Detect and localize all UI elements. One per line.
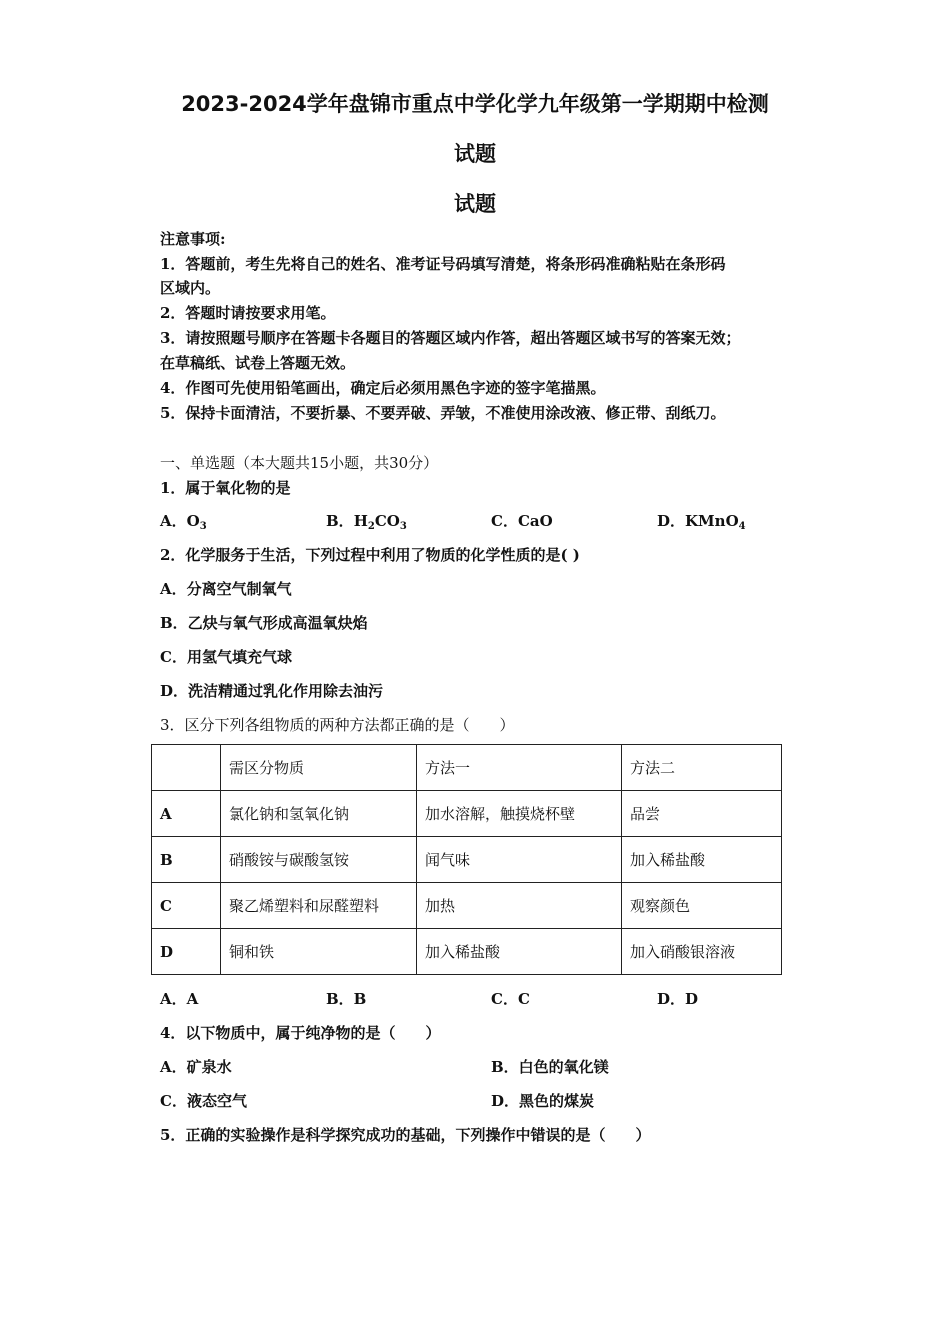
q1-stem: 1．属于氧化物的是 bbox=[160, 479, 291, 497]
q4-stem: 4．以下物质中，属于纯净物的是（ ） bbox=[160, 1024, 441, 1042]
q2-option: B．乙炔与氧气形成高温氧炔焰 bbox=[160, 614, 368, 632]
notice-item: 2．答题时请按要求用笔。 bbox=[160, 304, 336, 322]
table-cell: A bbox=[152, 791, 221, 837]
table-cell: 铜和铁 bbox=[221, 929, 417, 975]
notice-heading: 注意事项: bbox=[160, 230, 226, 248]
table-row bbox=[152, 837, 782, 883]
table-row bbox=[152, 745, 782, 791]
table-header: 方法二 bbox=[622, 745, 782, 791]
table-cell: 聚乙烯塑料和尿醛塑料 bbox=[221, 883, 417, 929]
q4-option-b: B．白色的氧化镁 bbox=[491, 1058, 609, 1076]
q3-option-b: B．B bbox=[326, 990, 367, 1008]
table-cell: D bbox=[152, 929, 221, 975]
q1-option-d: D．KMnO$_4$ bbox=[657, 512, 746, 532]
q3-option-c: C．C bbox=[491, 990, 530, 1008]
q4-option-c: C．液态空气 bbox=[160, 1092, 247, 1110]
section-heading: 一、单选题（本大题共15小题，共30分） bbox=[160, 454, 439, 472]
q4-option-d: D．黑色的煤炭 bbox=[491, 1092, 595, 1110]
notice-item: 5．保持卡面清洁，不要折暴、不要弄破、弄皱，不准使用涂改液、修正带、刮纸刀。 bbox=[160, 404, 726, 422]
notice-item: 1．答题前，考生先将自己的姓名、准考证号码填写清楚，将条形码准确粘贴在条形码 bbox=[160, 255, 726, 273]
q1-option-a: A．$O_3$ bbox=[160, 512, 207, 532]
table-cell: B bbox=[152, 837, 221, 883]
q1-option-c: C．CaO bbox=[491, 512, 553, 530]
table-cell: 硝酸铵与碳酸氢铵 bbox=[221, 837, 417, 883]
q2-stem: 2．化学服务于生活，下列过程中利用了物质的化学性质的是( ) bbox=[160, 546, 580, 564]
exam-title-line2: 试题 bbox=[454, 142, 496, 166]
table-cell: 加入稀盐酸 bbox=[417, 929, 622, 975]
exam-title-line1: 2023-2024学年盘锦市重点中学化学九年级第一学期期中检测 bbox=[181, 92, 769, 116]
q5-stem: 5．正确的实验操作是科学探究成功的基础，下列操作中错误的是（ ） bbox=[160, 1126, 651, 1144]
q3-option-a: A．A bbox=[160, 990, 199, 1008]
exam-title-line3: 试题 bbox=[454, 192, 496, 216]
table-row bbox=[152, 883, 782, 929]
table-cell: 品尝 bbox=[622, 791, 782, 837]
table-row bbox=[152, 791, 782, 837]
table-header: 方法一 bbox=[417, 745, 622, 791]
table-cell: 闻气味 bbox=[417, 837, 622, 883]
q1-option-b: B．$H_2CO_3$ bbox=[326, 512, 407, 532]
q3-table bbox=[151, 744, 782, 975]
table-cell bbox=[152, 745, 221, 791]
table-header: 需区分物质 bbox=[221, 745, 417, 791]
table-row bbox=[152, 929, 782, 975]
table-cell: 氯化钠和氢氧化钠 bbox=[221, 791, 417, 837]
q2-option: C．用氢气填充气球 bbox=[160, 648, 292, 666]
table-cell: 加水溶解，触摸烧杯壁 bbox=[417, 791, 622, 837]
q2-option: A．分离空气制氧气 bbox=[160, 580, 292, 598]
table-cell: 观察颜色 bbox=[622, 883, 782, 929]
notice-item: 3．请按照题号顺序在答题卡各题目的答题区域内作答，超出答题区域书写的答案无效； bbox=[160, 329, 741, 347]
table-cell: 加入硝酸银溶液 bbox=[622, 929, 782, 975]
notice-item: 在草稿纸、试卷上答题无效。 bbox=[160, 354, 356, 372]
table-cell: 加热 bbox=[417, 883, 622, 929]
notice-item: 区域内。 bbox=[160, 279, 221, 297]
notice-item: 4．作图可先使用铅笔画出，确定后必须用黑色字迹的签字笔描黑。 bbox=[160, 379, 606, 397]
q3-stem: 3．区分下列各组物质的两种方法都正确的是（ ） bbox=[160, 716, 515, 734]
table-cell: C bbox=[152, 883, 221, 929]
q3-option-d: D．D bbox=[657, 990, 699, 1008]
q4-option-a: A．矿泉水 bbox=[160, 1058, 232, 1076]
q2-option: D．洗洁精通过乳化作用除去油污 bbox=[160, 682, 384, 700]
table-cell: 加入稀盐酸 bbox=[622, 837, 782, 883]
